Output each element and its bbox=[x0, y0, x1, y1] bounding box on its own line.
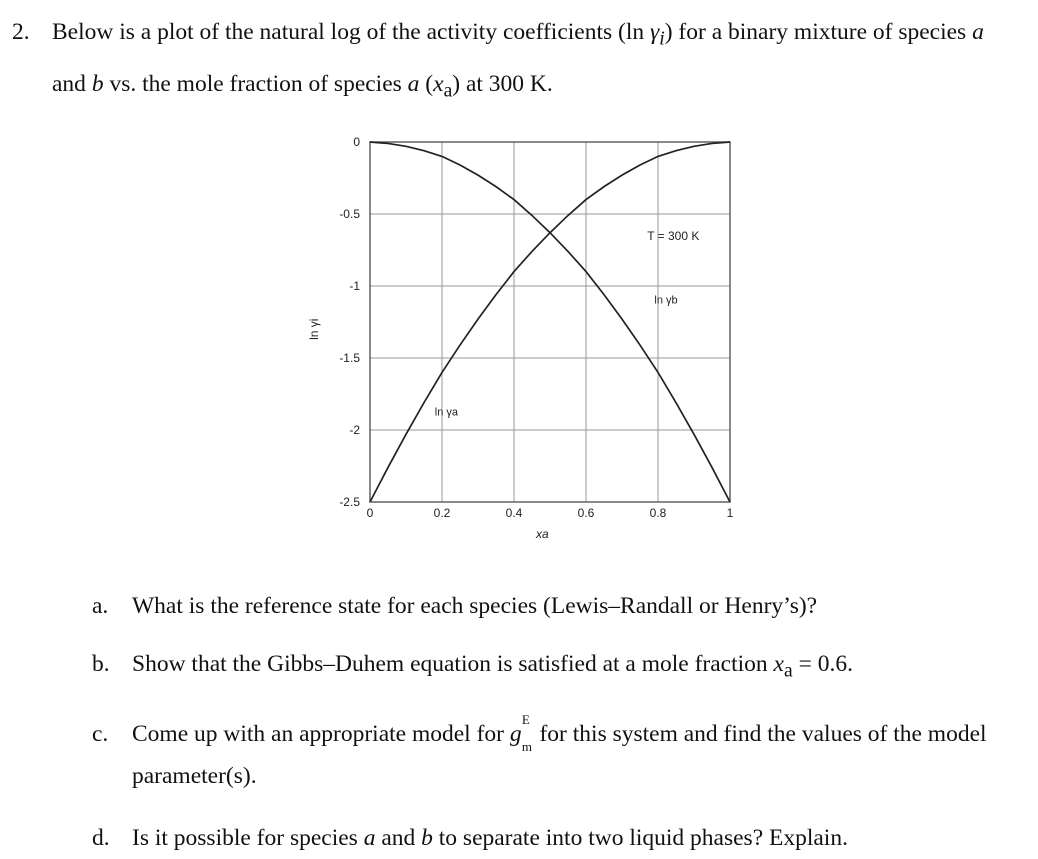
question-c: c. Come up with an appropriate model for g E m for this system and find the values of the model parameter(s). bbox=[92, 711, 987, 789]
question-text: What is the reference state for each species (Lewis–Randall or Henry’s)? bbox=[132, 593, 818, 619]
x-tick-label: 0.6 bbox=[577, 506, 595, 520]
y-tick-label: -1.5 bbox=[339, 351, 360, 365]
y-axis-label: ln γi bbox=[307, 318, 321, 340]
x-tick-label: 0.2 bbox=[433, 506, 451, 520]
y-tick-label: -2 bbox=[349, 423, 360, 437]
x-tick-label: 1 bbox=[726, 506, 734, 520]
problem-number: 2. bbox=[12, 19, 30, 45]
series-label: ln γb bbox=[654, 294, 678, 307]
question-letter: c. bbox=[92, 720, 109, 747]
y-tick-label: -2.5 bbox=[339, 495, 360, 509]
problem-statement bbox=[12, 10, 1022, 113]
series-line-ln-gamma-a bbox=[370, 142, 730, 502]
y-tick-label: -0.5 bbox=[339, 207, 360, 221]
question-letter: b. bbox=[92, 651, 110, 677]
question-b: b. Show that the Gibbs–Duhem equation is satisfied at a mole fraction $x_a = 0.6$. bbox=[92, 643, 1012, 693]
temperature-annotation: T = 300 K bbox=[647, 228, 700, 243]
series-line-ln-gamma-b bbox=[370, 142, 730, 502]
x-axis-label: xa bbox=[536, 527, 549, 541]
question-letter: a. bbox=[92, 593, 109, 619]
x-tick-label: 0.4 bbox=[505, 506, 523, 520]
question-a bbox=[92, 585, 1012, 627]
question-letter: d. bbox=[92, 824, 110, 851]
y-tick-label: 0 bbox=[353, 135, 360, 149]
series-label: ln γa bbox=[434, 406, 459, 419]
excess-gibbs-symbol: g E m bbox=[509, 711, 532, 754]
y-tick-label: -1 bbox=[349, 279, 360, 293]
chart-svg bbox=[300, 125, 740, 565]
activity-coefficient-plot bbox=[300, 125, 740, 565]
question-d: d. Is it possible for species a and b to separate into two liquid phases? Explain. bbox=[92, 817, 1012, 859]
question-list bbox=[92, 585, 1012, 859]
x-tick-label: 0.8 bbox=[649, 506, 667, 520]
plot-frame bbox=[370, 142, 730, 502]
problem-text: Below is a plot of the natural log of the activity coefficients (ln $\gamma_i$) for a binary mixture of species a and b vs. the mole fraction of species a $(x_a)$ at 300 K. bbox=[52, 19, 984, 102]
x-tick-label: 0 bbox=[366, 506, 374, 520]
